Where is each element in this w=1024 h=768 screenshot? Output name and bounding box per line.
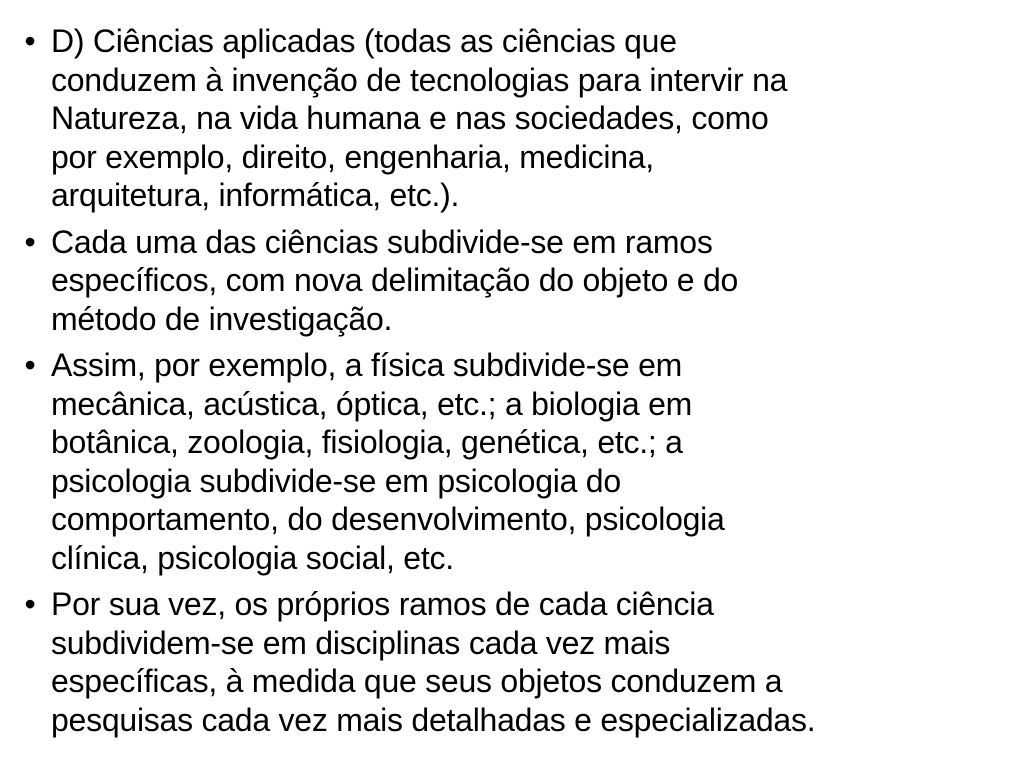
bullet-text: Assim, por exemplo, a física subdivide-se em mecânica, acústica, óptica, etc.; a biologia em botânica, zoologia, fisiologia, genética, etc.; a psicologia subdivide-se em psicologia do comportamento, do desenvolvimento, psicologia clínica, psicologia social, etc.: [51, 347, 725, 576]
bullet-text: D) Ciências aplicadas (todas as ciências que conduzem à invenção de tecnologias para intervir na Natureza, na vida humana e nas sociedades, como por exemplo, direito, engenharia, medicina, arquitetura, informática, etc.).: [51, 23, 788, 213]
bullet-list: [18, 22, 1018, 747]
bullet-icon: •: [24, 223, 36, 260]
bullet-item-examples: [18, 346, 1018, 577]
bullet-item-disciplines: [18, 585, 1018, 739]
bullet-item-branches: [18, 223, 1018, 339]
bullet-text: Cada uma das ciências subdivide-se em ramos específicos, com nova delimitação do objeto e do método de investigação.: [51, 223, 739, 337]
bullet-icon: •: [24, 23, 36, 59]
bullet-icon: •: [24, 586, 36, 622]
bullet-item-applied-sciences: [18, 22, 1018, 215]
bullet-text: Por sua vez, os próprios ramos de cada ciência subdividem-se em disciplinas cada vez mais específicas, à medida que seus objetos conduzem a pesquisas cada vez mais detalhadas e especializadas.: [51, 586, 816, 738]
bullet-icon: •: [24, 347, 36, 383]
